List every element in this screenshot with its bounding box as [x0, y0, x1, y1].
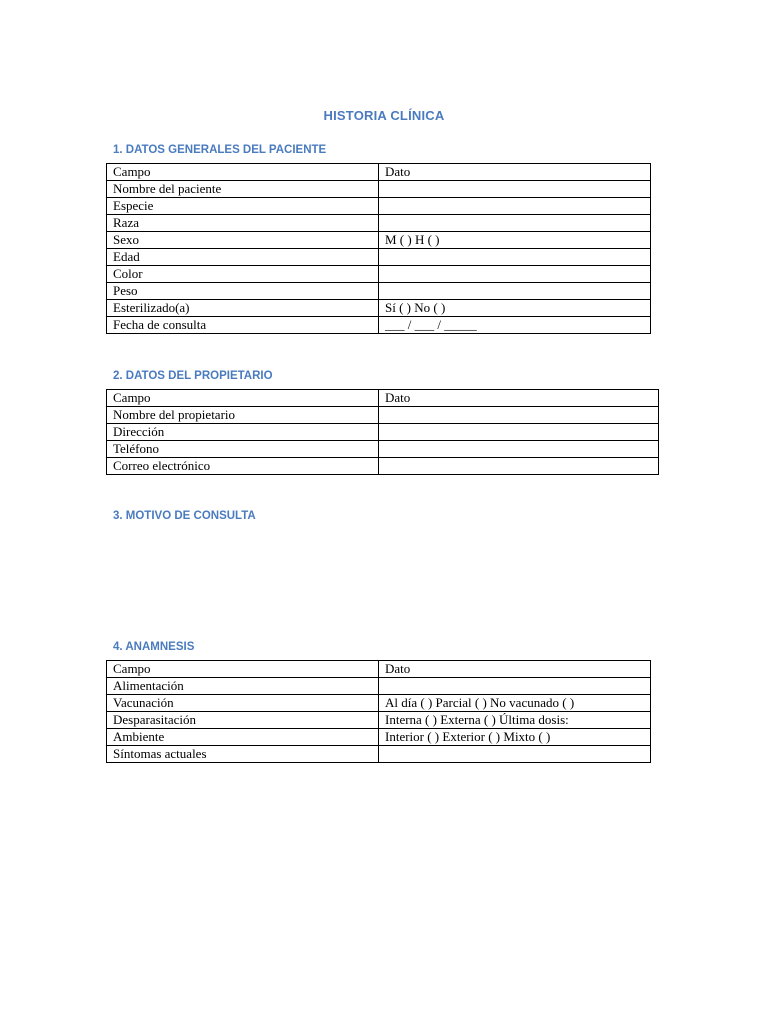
table-row: [107, 232, 651, 249]
section-heading-anamnesis: 4. ANAMNESIS: [113, 641, 195, 653]
field-label: Raza: [107, 215, 379, 232]
table-row: [107, 678, 651, 695]
table-row: [107, 695, 651, 712]
header-campo: Campo: [107, 661, 379, 678]
section-heading-patient: 1. DATOS GENERALES DEL PACIENTE: [113, 144, 327, 156]
field-label: Sexo: [107, 232, 379, 249]
table-row: [107, 181, 651, 198]
field-label: Esterilizado(a): [107, 300, 379, 317]
owner-table: [106, 389, 659, 475]
anamnesis-table: [106, 660, 651, 763]
field-label: Vacunación: [107, 695, 379, 712]
table-row: [107, 712, 651, 729]
table-row: [107, 249, 651, 266]
section-heading-reason: 3. MOTIVO DE CONSULTA: [113, 510, 256, 522]
field-value[interactable]: [379, 678, 651, 695]
field-value[interactable]: [379, 249, 651, 266]
field-value[interactable]: [379, 181, 651, 198]
field-value[interactable]: [379, 215, 651, 232]
table-row: [107, 424, 659, 441]
table-row: [107, 441, 659, 458]
table-row: [107, 283, 651, 300]
header-dato: Dato: [379, 661, 651, 678]
field-value[interactable]: [379, 283, 651, 300]
document-title: HISTORIA CLÍNICA: [323, 108, 445, 123]
header-dato: Dato: [379, 164, 651, 181]
table-header-row: [107, 164, 651, 181]
field-label: Teléfono: [107, 441, 379, 458]
table-row: [107, 458, 659, 475]
table-row: [107, 300, 651, 317]
table-row: [107, 266, 651, 283]
field-label: Síntomas actuales: [107, 746, 379, 763]
field-label: Color: [107, 266, 379, 283]
field-label: Correo electrónico: [107, 458, 379, 475]
table-row: [107, 729, 651, 746]
section-heading-owner: 2. DATOS DEL PROPIETARIO: [113, 370, 273, 382]
table-row: [107, 317, 651, 334]
header-campo: Campo: [107, 390, 379, 407]
field-label: Peso: [107, 283, 379, 300]
field-label: Fecha de consulta: [107, 317, 379, 334]
table-row: [107, 746, 651, 763]
field-value[interactable]: M ( ) H ( ): [379, 232, 651, 249]
field-value[interactable]: Interna ( ) Externa ( ) Última dosis:: [379, 712, 651, 729]
table-row: [107, 215, 651, 232]
field-label: Dirección: [107, 424, 379, 441]
field-label: Desparasitación: [107, 712, 379, 729]
table-row: [107, 407, 659, 424]
table-header-row: [107, 661, 651, 678]
field-value[interactable]: ___ / ___ / _____: [379, 317, 651, 334]
field-value[interactable]: [379, 458, 659, 475]
field-label: Nombre del propietario: [107, 407, 379, 424]
field-label: Ambiente: [107, 729, 379, 746]
field-value[interactable]: [379, 424, 659, 441]
table-row: [107, 198, 651, 215]
field-value[interactable]: [379, 746, 651, 763]
field-value[interactable]: [379, 266, 651, 283]
field-value[interactable]: [379, 441, 659, 458]
field-value[interactable]: Sí ( ) No ( ): [379, 300, 651, 317]
header-campo: Campo: [107, 164, 379, 181]
field-label: Alimentación: [107, 678, 379, 695]
field-label: Especie: [107, 198, 379, 215]
field-value[interactable]: Interior ( ) Exterior ( ) Mixto ( ): [379, 729, 651, 746]
table-header-row: [107, 390, 659, 407]
patient-table: [106, 163, 651, 334]
field-label: Nombre del paciente: [107, 181, 379, 198]
field-value[interactable]: [379, 407, 659, 424]
field-value[interactable]: [379, 198, 651, 215]
field-value[interactable]: Al día ( ) Parcial ( ) No vacunado ( ): [379, 695, 651, 712]
field-label: Edad: [107, 249, 379, 266]
header-dato: Dato: [379, 390, 659, 407]
